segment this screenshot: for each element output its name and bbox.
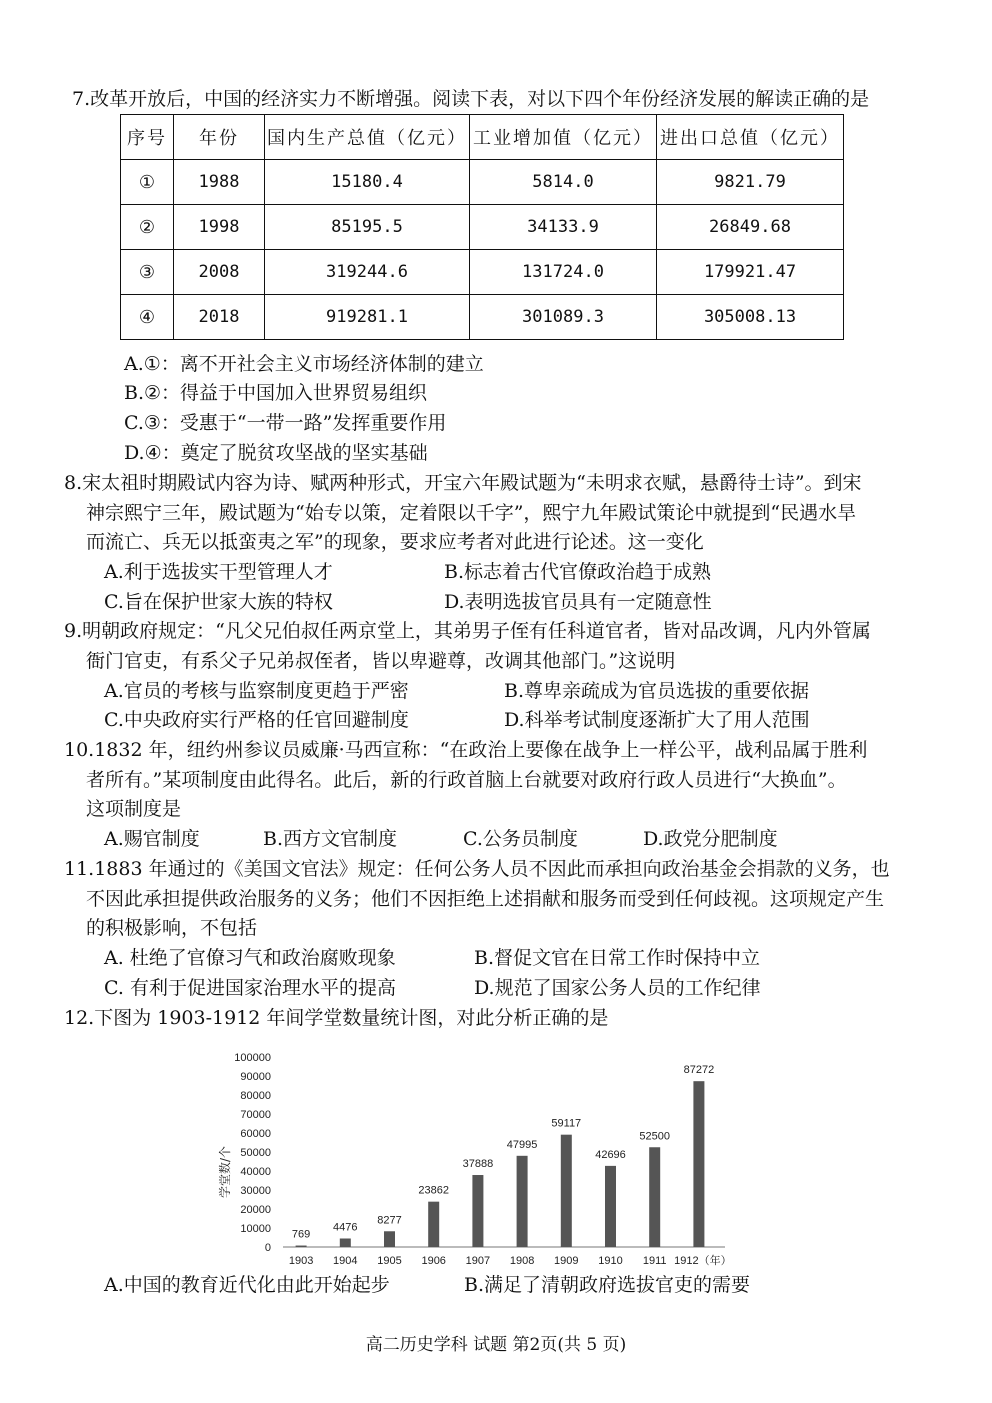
q10-stem-line: 这项制度是 bbox=[86, 798, 182, 820]
table-cell: 919281.1 bbox=[265, 295, 470, 340]
table-row bbox=[121, 250, 844, 295]
data-label: 4476 bbox=[333, 1221, 358, 1234]
bar bbox=[517, 1156, 528, 1247]
table-header-row bbox=[121, 115, 844, 160]
q9-stem-line: 衙门官吏，有系父子兄弟叔侄者，皆以卑避尊，改调其他部门。”这说明 bbox=[86, 650, 676, 672]
q9-option-b[interactable]: B.尊卑亲疏成为官员选拔的重要依据 bbox=[504, 680, 810, 702]
q10-option-b[interactable]: B.西方文官制度 bbox=[263, 828, 398, 850]
bar bbox=[340, 1238, 351, 1247]
y-tick-label: 30000 bbox=[240, 1185, 271, 1197]
table-cell: 305008.13 bbox=[657, 295, 844, 340]
table-row bbox=[121, 205, 844, 250]
q8-option-d[interactable]: D.表明选拔官员具有一定随意性 bbox=[444, 591, 712, 613]
chart-axis bbox=[217, 1052, 725, 1254]
y-tick-label: 10000 bbox=[240, 1223, 271, 1235]
bar bbox=[428, 1202, 439, 1247]
chart-labels bbox=[289, 1064, 732, 1267]
y-tick-label: 60000 bbox=[240, 1128, 271, 1140]
x-tick-label: 1909 bbox=[554, 1255, 579, 1267]
q9-option-c[interactable]: C.中央政府实行严格的任官回避制度 bbox=[104, 709, 409, 731]
bar bbox=[605, 1166, 616, 1247]
table-cell: ② bbox=[121, 205, 174, 250]
table-cell: 2018 bbox=[174, 295, 265, 340]
table-cell: ① bbox=[121, 160, 174, 205]
q9-stem-line: 9.明朝政府规定：“凡父兄伯叔任两京堂上，其弟男子侄有任科道官者，皆对品改调，凡内外管属 bbox=[64, 620, 871, 642]
y-tick-label: 0 bbox=[264, 1242, 271, 1254]
table-cell: 1998 bbox=[174, 205, 265, 250]
y-tick-label: 40000 bbox=[240, 1166, 271, 1178]
bar bbox=[693, 1081, 704, 1247]
y-tick-label: 50000 bbox=[240, 1147, 271, 1159]
q10-stem-line: 10.1832 年，纽约州参议员威廉·马西宣称：“在政治上要像在战争上一样公平，战利品属于胜利 bbox=[64, 739, 868, 761]
col-header: 工业增加值（亿元） bbox=[470, 115, 657, 160]
school-count-chart bbox=[215, 1045, 735, 1270]
y-tick-label: 20000 bbox=[240, 1204, 271, 1216]
x-tick-label: 1903 bbox=[288, 1255, 314, 1267]
q10-option-c[interactable]: C.公务员制度 bbox=[463, 828, 578, 850]
table-cell: 9821.79 bbox=[657, 160, 844, 205]
q8-option-c[interactable]: C.旨在保护世家大族的特权 bbox=[104, 591, 333, 613]
table-cell: 1988 bbox=[174, 160, 265, 205]
table-row bbox=[121, 295, 844, 340]
table-row bbox=[121, 160, 844, 205]
q11-stem-line: 的积极影响，不包括 bbox=[86, 917, 258, 939]
x-tick-label: 1906 bbox=[421, 1255, 446, 1267]
q9-option-a[interactable]: A.官员的考核与监察制度更趋于严密 bbox=[104, 680, 409, 702]
table-cell: 34133.9 bbox=[470, 205, 657, 250]
q7-stem: 7.改革开放后，中国的经济实力不断增强。阅读下表，对以下四个年份经济发展的解读正确的是 bbox=[72, 88, 870, 110]
data-label: 52500 bbox=[639, 1130, 670, 1143]
table-cell: 5814.0 bbox=[470, 160, 657, 205]
q8-stem-line: 而流亡、兵无以抵蛮夷之军”的现象，要求应考者对此进行论述。这一变化 bbox=[86, 531, 704, 553]
data-label: 769 bbox=[291, 1228, 311, 1241]
x-tick-label: 1911 bbox=[642, 1255, 667, 1267]
q7-option-a[interactable]: A.①：离不开社会主义市场经济体制的建立 bbox=[124, 353, 484, 375]
x-tick-label: 1910 bbox=[598, 1255, 623, 1267]
q11-stem-line: 不因此承担提供政治服务的义务；他们不因拒绝上述捐献和服务而受到任何歧视。这项规定产生 bbox=[86, 888, 885, 910]
bar bbox=[296, 1246, 307, 1247]
table-cell: ③ bbox=[121, 250, 174, 295]
table-cell: 15180.4 bbox=[265, 160, 470, 205]
data-label: 59117 bbox=[551, 1117, 582, 1130]
q10-stem-line: 者所有。”某项制度由此得名。此后，新的行政首脑上台就要对政府行政人员进行“大换血”。 bbox=[86, 769, 847, 791]
q12-option-b[interactable]: B.满足了清朝政府选拔官吏的需要 bbox=[464, 1274, 751, 1296]
q8-stem-line: 神宗熙宁三年，殿试题为“始专以策，定着限以千字”，熙宁九年殿试策论中就提到“民遇水旱 bbox=[86, 502, 857, 524]
data-label: 8277 bbox=[377, 1214, 402, 1227]
y-tick-label: 100000 bbox=[234, 1052, 271, 1064]
table-cell: 179921.47 bbox=[657, 250, 844, 295]
y-tick-label: 80000 bbox=[240, 1090, 271, 1102]
y-tick-label: 90000 bbox=[240, 1071, 271, 1083]
q11-option-a[interactable]: A. 杜绝了官僚习气和政治腐败现象 bbox=[104, 947, 396, 969]
q11-option-b[interactable]: B.督促文官在日常工作时保持中立 bbox=[474, 947, 761, 969]
y-axis-label: 学堂数/个 bbox=[218, 1145, 232, 1199]
q8-stem-line: 8.宋太祖时期殿试内容为诗、赋两种形式，开宝六年殿试题为“未明求衣赋，悬爵待士诗”。到宋 bbox=[64, 472, 862, 494]
data-label: 37888 bbox=[462, 1158, 494, 1171]
data-label: 42696 bbox=[595, 1148, 626, 1161]
q7-option-d[interactable]: D.④：奠定了脱贫攻坚战的坚实基础 bbox=[124, 442, 428, 464]
economy-table bbox=[120, 114, 844, 340]
table-cell: 131724.0 bbox=[470, 250, 657, 295]
x-tick-label: 1907 bbox=[465, 1255, 491, 1267]
page-footer: 高二历史学科 试题 第2页(共 5 页) bbox=[365, 1335, 627, 1355]
table-cell: 2008 bbox=[174, 250, 265, 295]
q8-option-a[interactable]: A.利于选拔实干型管理人才 bbox=[104, 561, 333, 583]
col-header: 进出口总值（亿元） bbox=[657, 115, 844, 160]
q9-option-d[interactable]: D.科举考试制度逐渐扩大了用人范围 bbox=[504, 709, 810, 731]
data-label: 23862 bbox=[418, 1184, 449, 1197]
table-cell: 26849.68 bbox=[657, 205, 844, 250]
y-tick-label: 70000 bbox=[240, 1109, 271, 1121]
bar bbox=[384, 1231, 395, 1247]
table-cell: ④ bbox=[121, 295, 174, 340]
q12-stem: 12.下图为 1903-1912 年间学堂数量统计图，对此分析正确的是 bbox=[64, 1007, 609, 1029]
q10-option-a[interactable]: A.赐官制度 bbox=[104, 828, 200, 850]
table-cell: 301089.3 bbox=[470, 295, 657, 340]
bar bbox=[472, 1175, 483, 1247]
x-tick-label: 1905 bbox=[377, 1255, 402, 1267]
data-label: 87272 bbox=[683, 1064, 715, 1077]
col-header: 序号 bbox=[121, 115, 174, 160]
col-header: 国内生产总值（亿元） bbox=[265, 115, 470, 160]
q11-stem-line: 11.1883 年通过的《美国文官法》规定：任何公务人员不因此而承担向政治基金会捐款的义务，也 bbox=[64, 858, 890, 880]
q11-option-d[interactable]: D.规范了国家公务人员的工作纪律 bbox=[474, 977, 761, 999]
bar bbox=[649, 1147, 660, 1247]
q8-option-b[interactable]: B.标志着古代官僚政治趋于成熟 bbox=[444, 561, 712, 583]
x-tick-label: 1912（年） bbox=[674, 1255, 732, 1267]
table-cell: 319244.6 bbox=[265, 250, 470, 295]
bar bbox=[561, 1135, 572, 1247]
q7-option-b[interactable]: B.②：得益于中国加入世界贸易组织 bbox=[124, 382, 428, 404]
col-header: 年份 bbox=[174, 115, 265, 160]
x-tick-label: 1908 bbox=[509, 1255, 535, 1267]
x-tick-label: 1904 bbox=[333, 1255, 358, 1267]
q10-option-d[interactable]: D.政党分肥制度 bbox=[643, 828, 778, 850]
q11-option-c[interactable]: C. 有利于促进国家治理水平的提高 bbox=[104, 977, 396, 999]
table-cell: 85195.5 bbox=[265, 205, 470, 250]
q12-option-a[interactable]: A.中国的教育近代化由此开始起步 bbox=[104, 1274, 390, 1296]
q7-option-c[interactable]: C.③：受惠于“一带一路”发挥重要作用 bbox=[124, 412, 447, 434]
data-label: 47995 bbox=[506, 1138, 538, 1151]
